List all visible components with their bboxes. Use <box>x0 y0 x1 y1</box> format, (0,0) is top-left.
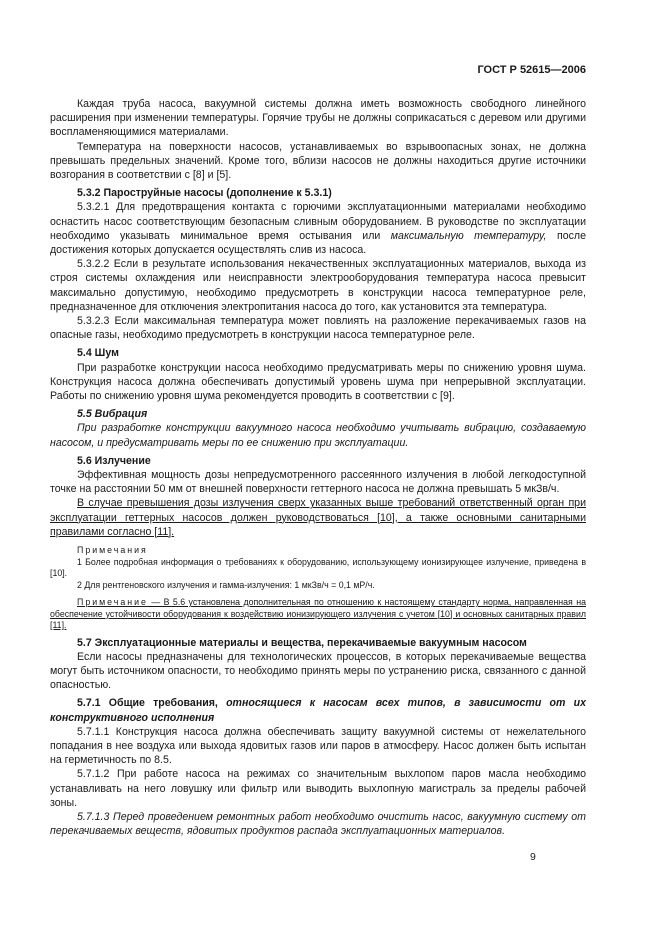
paragraph-5-7-1-3: 5.7.1.3 Перед проведением ремонтных работ необходимо очистить насос, вакуумную систему от перекачиваемых веществ, ядовитых продуктов распада эксплуатационных материалов. <box>50 811 586 838</box>
page-number: 9 <box>530 851 536 863</box>
section-heading-5-4: 5.4 Шум <box>77 347 119 360</box>
paragraph-5-7-1-2: 5.7.1.2 При работе насоса на режимах со значительным выхлопом паров масла необходимо устанавливать на него ловушку или фильтр или выводить выхлопную магистраль за пределы рабочей зоны. <box>50 768 586 809</box>
notes-title: Примечания <box>77 545 148 556</box>
paragraph-5-4: При разработке конструкции насоса необходимо предусматривать меры по снижению уровня шума. Конструкция насоса должна обеспечивать допустимый уровень шума при непрерывной эксплуатации. Работы по снижению уровня шума рекомендуется проводить в соответствии с [9]. <box>50 361 586 403</box>
note-1: 1 Более подробная информация о требованиях к оборудованию, использующему ионизирующее излучение, приведена в [10]. <box>50 556 586 579</box>
paragraph-5-6: Эффективная мощность дозы непредусмотренного рассеянного излучения в любой легкодоступной точке на расстоянии 50 мм от внешней поверхности геттерного насоса не должна превышать 5 мкЗв/ч. <box>50 469 586 496</box>
document-header: ГОСТ Р 52615—2006 <box>477 64 586 76</box>
paragraph-5-5: При разработке конструкции вакуумного насоса необходимо учитывать вибрацию, создаваемую насосом, и предусматривать меры по ее снижению при эксплуатации. <box>50 422 586 449</box>
paragraph-5-6-addition: В случае превышения дозы излучения сверх указанных выше требований ответственный орган при эксплуатации геттерных насосов должен руководствоваться [10], а также основными санитарными правилами согласно [11]. <box>50 497 586 538</box>
paragraph: Температура на поверхности насосов, устанавливаемых во взрывоопасных зонах, не должна превышать предельных значений. Кроме того, вблизи насосов не должны находиться другие источники возгорания в соответствии с [8] и [5]. <box>50 140 586 182</box>
paragraph-5-7: Если насосы предназначены для технологических процессов, в которых перекачиваемые вещества могут быть источником опасности, то необходимо принять меры по устранению риска, связанного с данной опасностью. <box>50 650 586 692</box>
paragraph-5-3-2-2: 5.3.2.2 Если в результате использования некачественных эксплуатационных материалов, выхода из строя системы охлаждения или неисправности электрооборудования температура насоса превысит максимально допустимую, необходимо предусмотреть в конструкции насоса температурное реле, предназначенное для отключения электропитания насоса до того, как установится эта температура. <box>50 258 586 313</box>
paragraph-5-7-1-1: 5.7.1.1 Конструкция насоса должна обеспечивать защиту вакуумной системы от нежелательного попадания в нее воздуха или выхода ядовитых газов или паров в атмосферу. Насос должен быть испытан на герметичность по 8.5. <box>50 725 586 767</box>
paragraph-5-3-2-3: 5.3.2.3 Если максимальная температура может повлиять на разложение перекачиваемых газов на опасные газы, необходимо предусмотреть в конструкции насоса температурное реле. <box>50 315 586 342</box>
note-national: Примечание — В 5.6 установлена дополнительная по отношению к настоящему стандарту норма, направленная на обеспечение устойчивости оборудования к воздействию ионизирующего излучения с учетом [10] и основных санитарных правил [11]. <box>50 597 586 631</box>
section-heading-5-3-2: 5.3.2 Пароструйные насосы (дополнение к 5.3.1) <box>77 187 332 200</box>
section-heading-5-7-1: 5.7.1 Общие требования, относящиеся к насосам всех типов, в зависимости от их конструктивного исполнения <box>50 697 586 724</box>
document-body <box>50 97 586 838</box>
section-heading-5-6: 5.6 Излучение <box>77 454 151 467</box>
paragraph-5-3-2-1: 5.3.2.1 Для предотвращения контакта с горючими эксплуатационными материалами необходимо оснастить насос соответствующим безопасным сливным оборудованием. В руководстве по эксплуатации необходимо указывать минимальное время остывания или максимальную температуру, после достижения которых допускается осуществлять слив из насоса. <box>50 201 586 257</box>
section-heading-5-7: 5.7 Эксплуатационные материалы и вещества, перекачиваемые вакуумным насосом <box>77 636 527 649</box>
paragraph: Каждая труба насоса, вакуумной системы должна иметь возможность свободного линейного расширения при изменении температуры. Горячие трубы не должны соприкасаться с деревом или другими воспламеняющимися материалами. <box>50 98 586 139</box>
note-2: 2 Для рентгеновского излучения и гамма-излучения: 1 мкЗв/ч = 0,1 мР/ч. <box>77 579 375 590</box>
section-heading-5-5: 5.5 Вибрация <box>77 408 148 421</box>
